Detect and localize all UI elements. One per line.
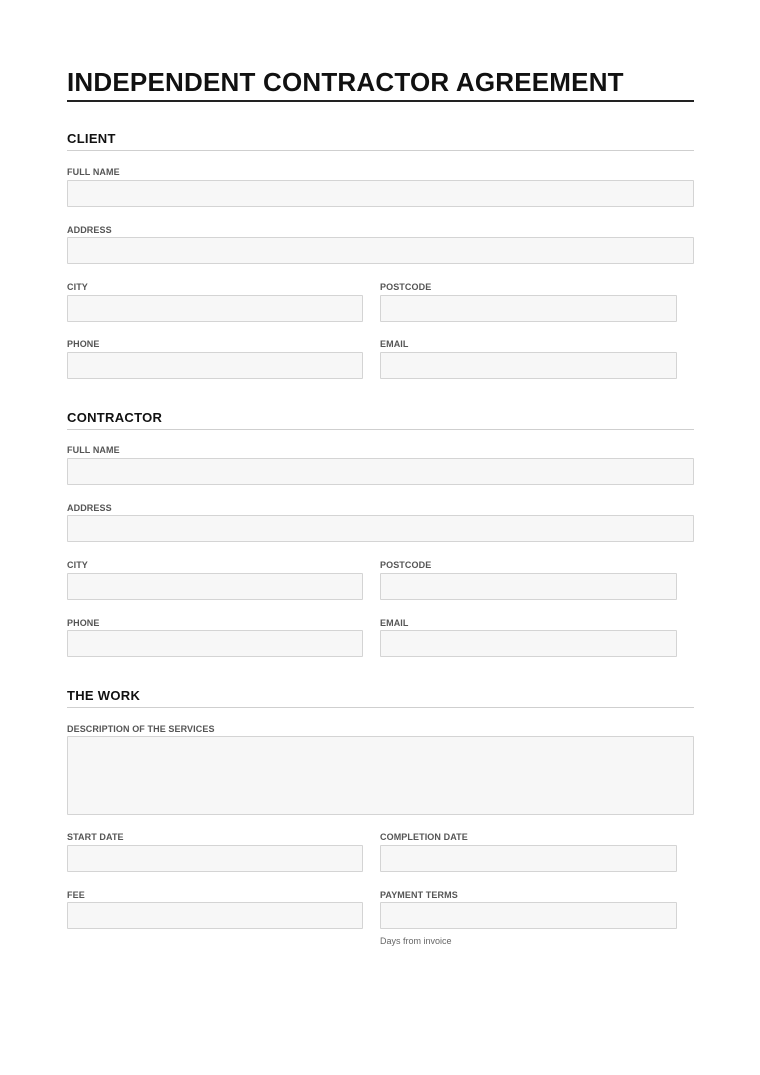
contractor-email-label: EMAIL xyxy=(380,618,409,628)
contractor-phone-label: PHONE xyxy=(67,618,100,628)
contractor-postcode-label: POSTCODE xyxy=(380,560,432,570)
client-postcode-field[interactable] xyxy=(380,295,677,322)
work-fee-field[interactable] xyxy=(67,902,363,929)
client-address-label: ADDRESS xyxy=(67,225,112,235)
work-description-textarea[interactable] xyxy=(67,736,694,815)
client-full-name-field[interactable] xyxy=(67,180,694,207)
contractor-email-field[interactable] xyxy=(380,630,677,657)
contractor-address-field[interactable] xyxy=(67,515,694,542)
client-section-heading: CLIENT xyxy=(67,131,116,146)
work-description-label: DESCRIPTION OF THE SERVICES xyxy=(67,724,215,734)
work-payment-terms-field[interactable] xyxy=(380,902,677,929)
client-address-field[interactable] xyxy=(67,237,694,264)
work-section-divider xyxy=(67,707,694,708)
contractor-full-name-field[interactable] xyxy=(67,458,694,485)
title-divider xyxy=(67,100,694,102)
contractor-section-divider xyxy=(67,429,694,430)
work-payment-terms-label: PAYMENT TERMS xyxy=(380,890,458,900)
work-start-date-label: START DATE xyxy=(67,832,124,842)
work-completion-date-field[interactable] xyxy=(380,845,677,872)
client-email-label: EMAIL xyxy=(380,339,409,349)
payment-terms-hint: Days from invoice xyxy=(380,936,452,946)
client-phone-label: PHONE xyxy=(67,339,100,349)
client-email-field[interactable] xyxy=(380,352,677,379)
client-city-label: CITY xyxy=(67,282,88,292)
contractor-city-field[interactable] xyxy=(67,573,363,600)
page-title: INDEPENDENT CONTRACTOR AGREEMENT xyxy=(67,67,624,97)
contractor-address-label: ADDRESS xyxy=(67,503,112,513)
contractor-full-name-label: FULL NAME xyxy=(67,445,120,455)
client-full-name-label: FULL NAME xyxy=(67,167,120,177)
client-city-field[interactable] xyxy=(67,295,363,322)
work-fee-label: FEE xyxy=(67,890,85,900)
contractor-city-label: CITY xyxy=(67,560,88,570)
contractor-postcode-field[interactable] xyxy=(380,573,677,600)
work-start-date-field[interactable] xyxy=(67,845,363,872)
contractor-phone-field[interactable] xyxy=(67,630,363,657)
client-section-divider xyxy=(67,150,694,151)
work-completion-date-label: COMPLETION DATE xyxy=(380,832,468,842)
work-section-heading: THE WORK xyxy=(67,688,141,703)
client-postcode-label: POSTCODE xyxy=(380,282,432,292)
client-phone-field[interactable] xyxy=(67,352,363,379)
contractor-section-heading: CONTRACTOR xyxy=(67,410,163,425)
